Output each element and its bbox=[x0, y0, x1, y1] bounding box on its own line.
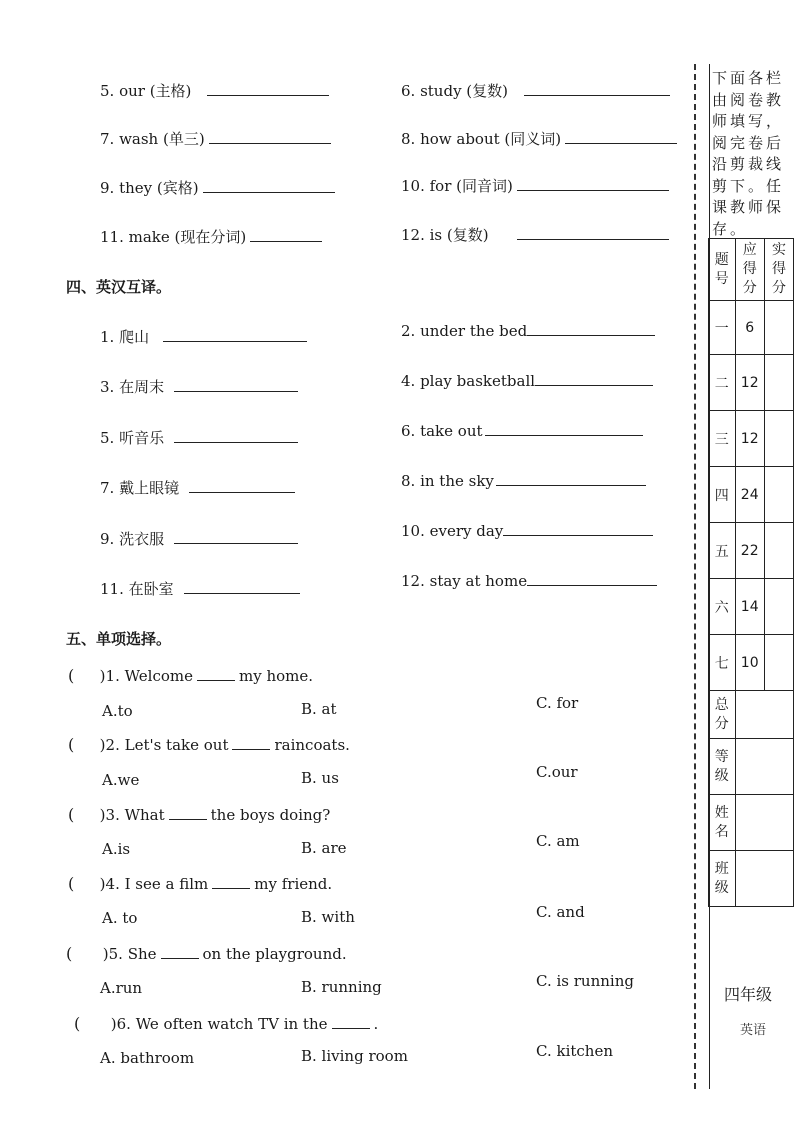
answer-paren[interactable]: ( bbox=[68, 805, 100, 824]
sec4-item-12 bbox=[401, 572, 657, 590]
sec4-item-11 bbox=[100, 578, 300, 599]
option-b[interactable]: B. with bbox=[301, 908, 355, 926]
option-b[interactable]: B. us bbox=[301, 769, 339, 787]
score-row bbox=[709, 579, 794, 635]
item-label: 10. every day bbox=[401, 522, 504, 540]
score-row bbox=[709, 467, 794, 523]
answer-blank[interactable] bbox=[535, 384, 653, 386]
option-c[interactable]: C. am bbox=[536, 832, 580, 850]
option-a[interactable]: A.run bbox=[100, 979, 143, 997]
fill-blank bbox=[212, 887, 250, 889]
row-no: 二 bbox=[709, 355, 736, 411]
row-got[interactable] bbox=[764, 467, 793, 523]
answer-blank[interactable] bbox=[207, 94, 329, 96]
grade-label: 四年级 bbox=[724, 985, 773, 1004]
row-no: 五 bbox=[709, 523, 736, 579]
option-b[interactable]: B. at bbox=[301, 700, 337, 718]
answer-blank[interactable] bbox=[203, 191, 335, 193]
fill-blank bbox=[169, 818, 207, 820]
item-label: 3. 在周末 bbox=[100, 378, 165, 396]
name-value[interactable] bbox=[735, 795, 793, 851]
row-got[interactable] bbox=[764, 523, 793, 579]
question-stem: )5. She bbox=[102, 945, 157, 963]
row-due: 14 bbox=[735, 579, 764, 635]
answer-blank[interactable] bbox=[496, 484, 646, 486]
class-label: 班级 bbox=[709, 851, 736, 907]
class-value[interactable] bbox=[735, 851, 793, 907]
option-c[interactable]: C.our bbox=[536, 763, 578, 781]
row-no: 三 bbox=[709, 411, 736, 467]
sec3-item-7 bbox=[100, 128, 331, 149]
sec3-item-11 bbox=[100, 226, 322, 247]
item-label: 10. for (同音词) bbox=[401, 177, 513, 195]
item-label: 12. is (复数) bbox=[401, 226, 489, 244]
option-a[interactable]: A.is bbox=[102, 840, 131, 858]
item-label: 2. under the bed bbox=[401, 322, 528, 340]
sec3-item-12 bbox=[401, 224, 669, 245]
header-question-no: 题号 bbox=[709, 239, 736, 301]
row-due: 22 bbox=[735, 523, 764, 579]
mc-question-3 bbox=[68, 805, 330, 824]
item-label: 11. make (现在分词) bbox=[100, 228, 247, 246]
sec4-item-6 bbox=[401, 422, 643, 440]
item-label: 6. take out bbox=[401, 422, 483, 440]
answer-blank[interactable] bbox=[209, 142, 331, 144]
question-tail: the boys doing? bbox=[210, 806, 331, 824]
question-stem: )3. What bbox=[99, 806, 165, 824]
row-got[interactable] bbox=[764, 355, 793, 411]
sec3-item-9 bbox=[100, 177, 335, 198]
answer-paren[interactable]: ( bbox=[68, 735, 100, 754]
option-c[interactable]: C. kitchen bbox=[536, 1042, 613, 1060]
cut-line bbox=[694, 64, 696, 1089]
answer-paren[interactable]: ( bbox=[68, 666, 100, 685]
sec4-item-7 bbox=[100, 477, 295, 498]
level-label: 等级 bbox=[709, 739, 736, 795]
mc-question-5 bbox=[66, 944, 347, 963]
sec4-item-1 bbox=[100, 326, 307, 347]
score-row bbox=[709, 355, 794, 411]
answer-blank[interactable] bbox=[527, 584, 657, 586]
answer-blank[interactable] bbox=[184, 592, 300, 594]
row-due: 12 bbox=[735, 411, 764, 467]
mc-question-6 bbox=[74, 1014, 378, 1033]
answer-blank[interactable] bbox=[174, 441, 298, 443]
row-no: 六 bbox=[709, 579, 736, 635]
option-c[interactable]: C. and bbox=[536, 903, 585, 921]
answer-blank[interactable] bbox=[174, 390, 298, 392]
answer-blank[interactable] bbox=[527, 334, 655, 336]
question-stem: )4. I see a film bbox=[99, 875, 209, 893]
question-tail: on the playground. bbox=[202, 945, 347, 963]
mc-question-4 bbox=[68, 874, 332, 893]
score-table bbox=[708, 238, 794, 907]
row-no: 一 bbox=[709, 301, 736, 355]
answer-blank[interactable] bbox=[250, 240, 322, 242]
header-due-score: 应得分 bbox=[735, 239, 764, 301]
item-label: 4. play basketball bbox=[401, 372, 536, 390]
item-label: 5. our (主格) bbox=[100, 82, 192, 100]
question-tail: raincoats. bbox=[274, 736, 350, 754]
score-row bbox=[709, 635, 794, 691]
sec4-item-3 bbox=[100, 376, 298, 397]
answer-blank[interactable] bbox=[524, 94, 670, 96]
question-tail: my home. bbox=[239, 667, 314, 685]
answer-paren[interactable]: ( bbox=[68, 874, 100, 893]
item-label: 1. 爬山 bbox=[100, 328, 150, 346]
option-c[interactable]: C. is running bbox=[536, 972, 634, 990]
option-a[interactable]: A.we bbox=[102, 771, 140, 789]
sec4-item-2 bbox=[401, 322, 655, 340]
answer-blank[interactable] bbox=[503, 534, 653, 536]
sec3-item-5 bbox=[100, 80, 329, 101]
section5-heading: 五、单项选择。 bbox=[66, 630, 172, 648]
question-stem: )6. We often watch TV in the bbox=[110, 1015, 328, 1033]
item-label: 8. how about (同义词) bbox=[401, 130, 562, 148]
row-got[interactable] bbox=[764, 579, 793, 635]
row-got[interactable] bbox=[764, 301, 793, 355]
answer-blank[interactable] bbox=[485, 434, 643, 436]
sec4-item-5 bbox=[100, 427, 298, 448]
name-label: 姓名 bbox=[709, 795, 736, 851]
option-c[interactable]: C. for bbox=[536, 694, 579, 712]
item-label: 7. wash (单三) bbox=[100, 130, 205, 148]
question-tail: . bbox=[373, 1015, 379, 1033]
row-got[interactable] bbox=[764, 411, 793, 467]
item-label: 9. 洗衣服 bbox=[100, 530, 165, 548]
score-row bbox=[709, 523, 794, 579]
item-label: 7. 戴上眼镜 bbox=[100, 479, 180, 497]
row-no: 七 bbox=[709, 635, 736, 691]
item-label: 5. 听音乐 bbox=[100, 429, 165, 447]
sec3-item-6 bbox=[401, 80, 670, 101]
sec4-item-10 bbox=[401, 522, 653, 540]
question-stem: )2. Let's take out bbox=[99, 736, 229, 754]
score-row bbox=[709, 411, 794, 467]
mc-question-1 bbox=[68, 666, 313, 685]
item-label: 12. stay at home bbox=[401, 572, 528, 590]
fill-blank bbox=[332, 1027, 370, 1029]
header-got-score: 实得分 bbox=[764, 239, 793, 301]
sec4-item-4 bbox=[401, 372, 653, 390]
answer-paren[interactable]: ( bbox=[66, 944, 103, 963]
sec4-item-8 bbox=[401, 472, 646, 490]
question-tail: my friend. bbox=[254, 875, 333, 893]
answer-blank[interactable] bbox=[517, 189, 669, 191]
subject-label: 英语 bbox=[740, 1023, 767, 1038]
row-due: 6 bbox=[735, 301, 764, 355]
row-due: 10 bbox=[735, 635, 764, 691]
row-due: 24 bbox=[735, 467, 764, 523]
section4-heading: 四、英汉互译。 bbox=[66, 278, 172, 296]
answer-blank[interactable] bbox=[163, 340, 307, 342]
option-a[interactable]: A. bathroom bbox=[100, 1049, 195, 1067]
answer-paren[interactable]: ( bbox=[74, 1014, 111, 1033]
total-value[interactable] bbox=[735, 691, 793, 739]
answer-blank[interactable] bbox=[189, 491, 295, 493]
mc-question-2 bbox=[68, 735, 350, 754]
item-label: 11. 在卧室 bbox=[100, 580, 174, 598]
option-a[interactable]: A. to bbox=[102, 909, 138, 927]
sec3-item-10 bbox=[401, 175, 669, 196]
level-value[interactable] bbox=[735, 739, 793, 795]
score-row bbox=[709, 301, 794, 355]
sec4-item-9 bbox=[100, 528, 298, 549]
row-got[interactable] bbox=[764, 635, 793, 691]
sec3-item-8 bbox=[401, 128, 677, 149]
fill-blank bbox=[197, 679, 235, 681]
item-label: 6. study (复数) bbox=[401, 82, 509, 100]
answer-blank[interactable] bbox=[517, 238, 669, 240]
item-label: 9. they (宾格) bbox=[100, 179, 199, 197]
option-b[interactable]: B. living room bbox=[301, 1047, 408, 1065]
item-label: 8. in the sky bbox=[401, 472, 494, 490]
grader-notice: 下面各栏由阅卷教师填写，阅完卷后沿剪裁线剪下。任课教师保存。 bbox=[712, 69, 785, 238]
answer-blank[interactable] bbox=[565, 142, 677, 144]
total-label: 总分 bbox=[709, 691, 736, 739]
row-no: 四 bbox=[709, 467, 736, 523]
row-due: 12 bbox=[735, 355, 764, 411]
option-b[interactable]: B. are bbox=[301, 839, 347, 857]
option-b[interactable]: B. running bbox=[301, 978, 382, 996]
option-a[interactable]: A.to bbox=[102, 702, 133, 720]
fill-blank bbox=[161, 957, 199, 959]
question-stem: )1. Welcome bbox=[99, 667, 194, 685]
fill-blank bbox=[232, 748, 270, 750]
answer-blank[interactable] bbox=[174, 542, 298, 544]
